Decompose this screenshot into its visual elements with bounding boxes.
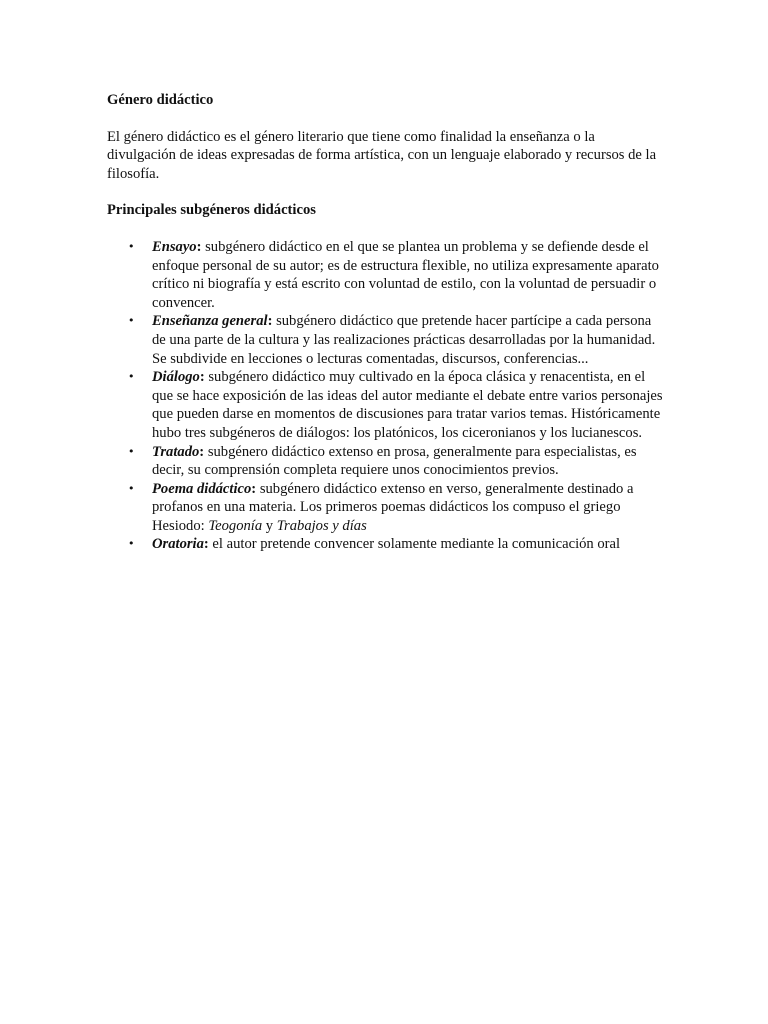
bullet-icon: • — [128, 239, 135, 253]
bullet-icon: • — [128, 444, 135, 458]
list-item-ensenanza-general — [107, 312, 667, 368]
list-item-tratado — [107, 443, 667, 480]
conjunction: y — [262, 517, 277, 534]
subgenre-list — [107, 238, 667, 554]
term-colon: : — [196, 238, 202, 255]
document-title: Género didáctico — [107, 92, 214, 108]
term-colon: : — [203, 536, 209, 553]
work-title: Trabajos y días — [276, 517, 367, 534]
term-colon: : — [267, 313, 273, 330]
section-heading: Principales subgéneros didácticos — [107, 202, 316, 219]
subgenre-description: subgénero didáctico extenso en prosa, generalmente para especialistas, es decir, su comprensión completa requiere unos conocimientos previos. — [152, 443, 637, 479]
list-item-dialogo — [107, 368, 667, 442]
term-colon: : — [199, 443, 205, 460]
list-item-poema-didactico — [107, 480, 667, 536]
document-content — [107, 91, 667, 554]
subgenre-term: Oratoria — [152, 536, 204, 553]
subgenre-term: Poema didáctico — [152, 480, 252, 497]
subgenre-description: subgénero didáctico en el que se plantea un problema y se defiende desde el enfoque personal de su autor; es de estructura flexible, no utiliza expresamente aparato crítico ni biografía y está escrito con voluntad de estilo, con la voluntad de persuadir o convencer. — [152, 238, 659, 311]
bullet-icon: • — [128, 370, 135, 384]
work-title: Teogonía — [208, 517, 263, 534]
subgenre-description: el autor pretende convencer solamente mediante la comunicación oral — [208, 536, 621, 553]
subgenre-description: subgénero didáctico extenso en verso, generalmente destinado a profanos en una materia. Los primeros poemas didácticos los compuso el griego Hesiodo: — [152, 480, 634, 534]
subgenre-description: subgénero didáctico que pretende hacer partícipe a cada persona de una parte de la cultura y las realizaciones prácticas desarrolladas por la humanidad. Se subdivide en lecciones o lecturas comentadas, discursos, conferencias... — [152, 313, 656, 367]
bullet-icon: • — [128, 481, 135, 495]
bullet-icon: • — [128, 537, 135, 551]
term-colon: : — [199, 369, 205, 386]
term-colon: : — [251, 480, 257, 497]
subgenre-term: Diálogo — [152, 369, 200, 386]
subgenre-term: Enseñanza general — [152, 313, 268, 330]
subgenre-term: Ensayo — [152, 238, 197, 255]
subgenre-term: Tratado — [152, 443, 200, 460]
list-item-ensayo — [107, 238, 667, 312]
list-item-oratoria — [107, 535, 667, 554]
subgenre-description: subgénero didáctico muy cultivado en la época clásica y renacentista, en el que se hace exposición de las ideas del autor mediante el debate entre varios personajes que pueden darse en momentos de discusiones para tratar varios temas. Históricamente hubo tres subgéneros de diálogos: los platónicos, los ciceronianos y los lucianescos. — [152, 369, 663, 441]
intro-paragraph: El género didáctico es el género literario que tiene como finalidad la enseñanza o la divulgación de ideas expresadas de forma artística, con un lenguaje elaborado y recursos de la filosofía. — [107, 128, 657, 182]
bullet-icon: • — [128, 314, 135, 328]
